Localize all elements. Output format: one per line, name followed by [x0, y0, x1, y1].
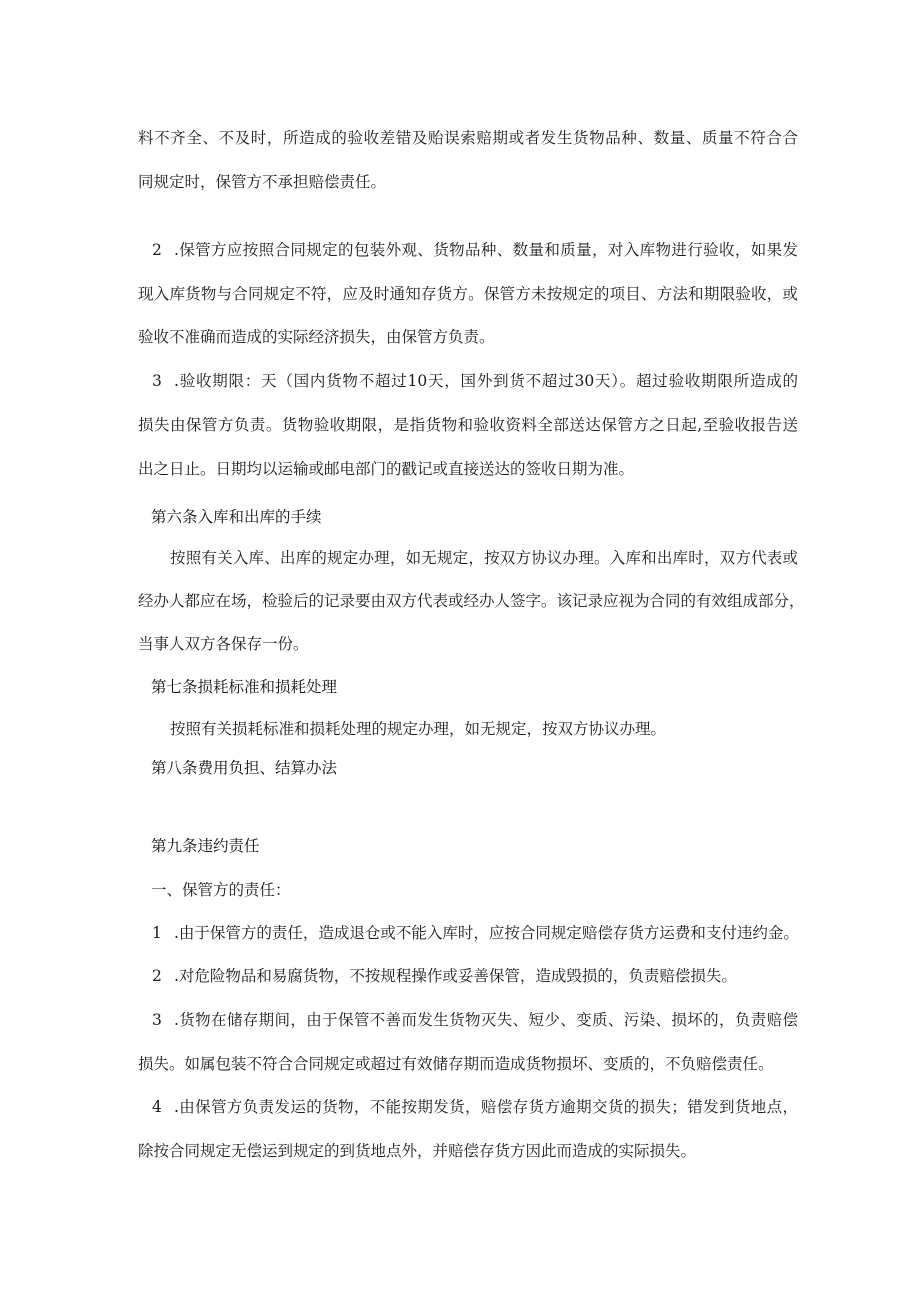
paragraph-line: 现入库货物与合同规定不符，应及时通知存货方。保管方未按规定的项目、方法和期限验收，或 — [138, 285, 798, 303]
clause-item-3b — [152, 1009, 798, 1031]
clause-text: .由保管方负责发运的货物，不能按期发货，赔偿存货方逾期交货的损失；错发到货地点， — [174, 1098, 798, 1116]
paragraph-line: 验收不准确而造成的实际经济损失，由保管方负责。 — [138, 328, 495, 346]
paragraph-line: 料不齐全、不及时，所造成的验收差错及贻误索赔期或者发生货物品种、数量、质量不符合合 — [138, 129, 798, 147]
clause-number: 2 — [152, 241, 162, 259]
paragraph-line: 除按合同规定无偿运到规定的到货地点外，并赔偿存货方因此而造成的实际损失。 — [138, 1142, 697, 1160]
clause-number: 3 — [152, 1011, 162, 1029]
clause-text: .对危险物品和易腐货物，不按规程操作或妥善保管，造成毁损的，负责赔偿损失。 — [174, 967, 737, 985]
paragraph-line: 出之日止。日期均以运输或邮电部门的戳记或直接送达的签收日期为准。 — [138, 460, 635, 478]
paragraph-line: 损失。如属包装不符合合同规定或超过有效储存期而造成货物损坏、变质的，不负赔偿责任。 — [138, 1055, 774, 1073]
article-9-heading: 第九条违约责任 — [151, 837, 260, 855]
paragraph-line: 按照有关损耗标准和损耗处理的规定办理，如无规定，按双方协议办理。 — [170, 720, 667, 738]
clause-item-2b — [152, 965, 812, 987]
article-8-heading: 第八条费用负担、结算办法 — [151, 759, 338, 777]
clause-text: .验收期限：天（国内货物不超过10天，国外到货不超过30天）。超过验收期限所造成的 — [174, 372, 798, 390]
section-heading: 一、保管方的责任： — [151, 881, 291, 899]
article-7-heading: 第七条损耗标准和损耗处理 — [151, 678, 338, 696]
paragraph-line: 按照有关入库、出库的规定办理，如无规定，按双方协议办理。入库和出库时，双方代表或 — [170, 549, 798, 567]
article-6-heading: 第六条入库和出库的手续 — [151, 508, 322, 526]
clause-text: .货物在储存期间，由于保管不善而发生货物灭失、短少、变质、污染、损坏的，负责赔偿 — [174, 1011, 798, 1029]
clause-item-3 — [152, 370, 798, 392]
paragraph-line: 损失由保管方负责。货物验收期限，是指货物和验收资料全部送达保管方之日起,至验收报告送 — [138, 416, 798, 434]
paragraph-line: 当事人双方各保存一份。 — [138, 635, 309, 653]
paragraph-line: 经办人都应在场，检验后的记录要由双方代表或经办人签字。该记录应视为合同的有效组成部分， — [138, 592, 805, 610]
paragraph-line: 同规定时，保管方不承担赔偿责任。 — [138, 173, 387, 191]
clause-number: 4 — [152, 1098, 162, 1116]
clause-item-2 — [152, 239, 798, 261]
clause-item-1 — [152, 922, 812, 944]
clause-number: 3 — [152, 372, 162, 390]
clause-text: .由于保管方的责任，造成退仓或不能入库时，应按合同规定赔偿存货方运费和支付违约金。 — [174, 924, 799, 942]
clause-item-4 — [152, 1096, 798, 1118]
clause-number: 2 — [152, 967, 162, 985]
clause-text: .保管方应按照合同规定的包装外观、货物品种、数量和质量，对入库物进行验收，如果发 — [174, 241, 798, 259]
clause-number: 1 — [152, 924, 162, 942]
